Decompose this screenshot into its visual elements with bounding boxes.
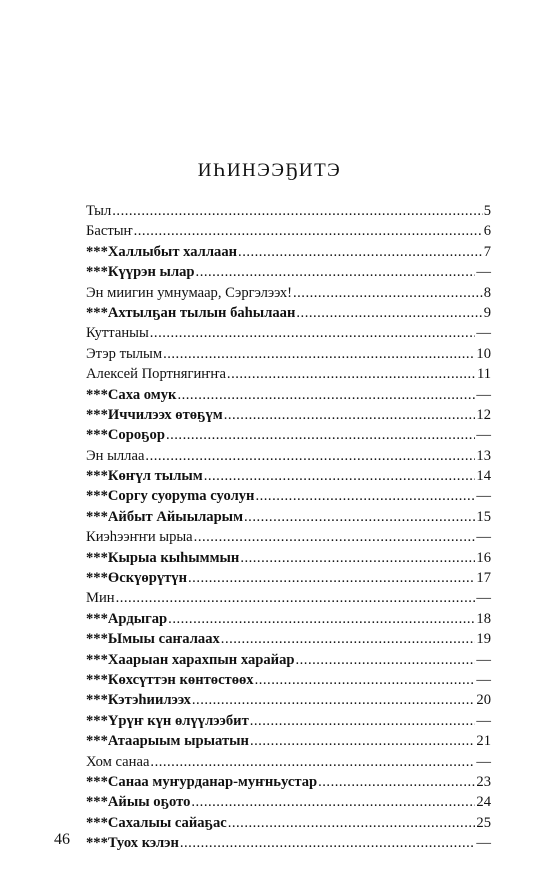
toc-entry-page: 21 bbox=[476, 733, 491, 750]
toc-entry-page: 7 bbox=[483, 243, 491, 260]
dot-leader bbox=[296, 650, 476, 670]
table-of-contents bbox=[86, 201, 491, 854]
dot-leader bbox=[296, 303, 482, 323]
toc-heading: ИҺИНЭЭҔИТЭ bbox=[197, 160, 342, 181]
toc-entry-page: 11 bbox=[476, 366, 491, 383]
toc-entry-title: ***Ардыгар bbox=[86, 610, 168, 627]
toc-entry-title: Киэһээҥҥи ырыа bbox=[86, 529, 193, 546]
toc-entry-title: ***Ахтылҕан тылын баһылаан bbox=[86, 304, 296, 321]
toc-entry-page: 25 bbox=[476, 814, 491, 831]
toc-entry-title: ***Иччилээх өтөҕүм bbox=[86, 406, 223, 423]
page-number: 46 bbox=[54, 831, 70, 848]
toc-entry-title: ***Айыы оҕото bbox=[86, 794, 191, 811]
toc-entry-page: 18 bbox=[476, 610, 491, 627]
toc-entry-page: — bbox=[476, 325, 491, 342]
toc-entry-title: Этэр тылым bbox=[86, 345, 163, 362]
toc-entry bbox=[86, 650, 491, 670]
toc-entry-title: ***Өскүөрүтүн bbox=[86, 570, 188, 587]
dot-leader bbox=[150, 323, 476, 343]
dot-leader bbox=[228, 813, 476, 833]
toc-entry-page: 9 bbox=[483, 304, 491, 321]
dot-leader bbox=[168, 609, 475, 629]
toc-entry bbox=[86, 609, 491, 629]
dot-leader bbox=[112, 201, 482, 221]
toc-entry bbox=[86, 385, 491, 405]
dot-leader bbox=[177, 385, 475, 405]
toc-entry-page: — bbox=[476, 712, 491, 729]
dot-leader bbox=[134, 221, 483, 241]
toc-entry-page: — bbox=[476, 753, 491, 770]
toc-entry-page: 16 bbox=[476, 549, 491, 566]
dot-leader bbox=[188, 568, 475, 588]
toc-entry-title: Алексей Портнягиҥҥа bbox=[86, 366, 226, 383]
toc-entry bbox=[86, 303, 491, 323]
toc-entry-page: 23 bbox=[476, 773, 491, 790]
toc-entry bbox=[86, 711, 491, 731]
toc-entry bbox=[86, 221, 491, 241]
toc-entry-title: ***Саха омук bbox=[86, 386, 177, 403]
dot-leader bbox=[145, 446, 475, 466]
toc-entry bbox=[86, 364, 491, 384]
toc-entry bbox=[86, 731, 491, 751]
toc-entry-title: Куттаныы bbox=[86, 325, 149, 342]
toc-entry-title: Эн ыллаа bbox=[86, 447, 145, 464]
toc-entry-page: 13 bbox=[476, 447, 491, 464]
dot-leader bbox=[240, 548, 475, 568]
toc-entry bbox=[86, 813, 491, 833]
toc-entry-title: Эн миигин умнумаар, Сэргэлээх! bbox=[86, 284, 292, 301]
toc-entry-page: — bbox=[476, 651, 491, 668]
toc-entry-title: ***Туох кэлэн bbox=[86, 835, 179, 852]
toc-entry-page: — bbox=[476, 671, 491, 688]
toc-entry-page: 19 bbox=[476, 631, 491, 648]
toc-entry-page: — bbox=[476, 529, 491, 546]
toc-entry bbox=[86, 588, 491, 608]
toc-entry bbox=[86, 405, 491, 425]
toc-entry-page: — bbox=[476, 835, 491, 852]
toc-entry bbox=[86, 323, 491, 343]
toc-entry-page: 15 bbox=[476, 508, 491, 525]
toc-entry-title: ***Халлыбыт халлаан bbox=[86, 243, 238, 260]
toc-entry-page: — bbox=[476, 264, 491, 281]
dot-leader bbox=[163, 344, 475, 364]
toc-entry-page: — bbox=[476, 427, 491, 444]
dot-leader bbox=[293, 283, 483, 303]
dot-leader bbox=[250, 711, 476, 731]
toc-entry bbox=[86, 242, 491, 262]
toc-entry bbox=[86, 446, 491, 466]
toc-entry bbox=[86, 201, 491, 221]
toc-entry-title: ***Көҥүл тылым bbox=[86, 468, 203, 485]
toc-entry bbox=[86, 527, 491, 547]
toc-entry bbox=[86, 772, 491, 792]
toc-entry bbox=[86, 629, 491, 649]
toc-entry bbox=[86, 344, 491, 364]
toc-entry-page: 14 bbox=[476, 468, 491, 485]
toc-entry bbox=[86, 507, 491, 527]
toc-entry-title: ***Айбыт Айыыларым bbox=[86, 508, 244, 525]
toc-entry-page: 10 bbox=[476, 345, 491, 362]
dot-leader bbox=[166, 425, 475, 445]
toc-entry bbox=[86, 283, 491, 303]
toc-entry bbox=[86, 568, 491, 588]
toc-entry-title: ***Сороҕор bbox=[86, 427, 165, 444]
toc-entry-page: 8 bbox=[483, 284, 491, 301]
toc-entry-title: ***Атаарыым ырыатын bbox=[86, 733, 249, 750]
toc-entry-page: — bbox=[476, 590, 491, 607]
dot-leader bbox=[191, 792, 475, 812]
toc-entry-title: ***Санаа муҥурданар-муҥньустар bbox=[86, 773, 318, 790]
toc-entry-title: ***Хаарыан харахпын харайар bbox=[86, 651, 295, 668]
toc-entry bbox=[86, 690, 491, 710]
toc-entry-page: 12 bbox=[476, 406, 491, 423]
dot-leader bbox=[250, 731, 475, 751]
toc-entry bbox=[86, 548, 491, 568]
dot-leader bbox=[116, 588, 476, 608]
dot-leader bbox=[180, 833, 476, 853]
toc-entry-page: 20 bbox=[476, 692, 491, 709]
dot-leader bbox=[150, 752, 475, 772]
toc-entry bbox=[86, 262, 491, 282]
dot-leader bbox=[238, 242, 483, 262]
dot-leader bbox=[204, 466, 476, 486]
dot-leader bbox=[244, 507, 475, 527]
toc-entry bbox=[86, 486, 491, 506]
toc-entry bbox=[86, 833, 491, 853]
toc-entry-title: Хом санаа bbox=[86, 753, 150, 770]
dot-leader bbox=[255, 486, 475, 506]
toc-entry bbox=[86, 792, 491, 812]
toc-entry-page: 6 bbox=[483, 223, 491, 240]
toc-entry-title: ***Көхсүттэн көнтөстөөх bbox=[86, 671, 254, 688]
toc-entry-page: 24 bbox=[476, 794, 491, 811]
toc-entry bbox=[86, 466, 491, 486]
dot-leader bbox=[221, 629, 476, 649]
toc-entry bbox=[86, 752, 491, 772]
toc-entry-title: ***Үрүҥ күн өлүүлээбит bbox=[86, 712, 249, 729]
toc-entry-page: 17 bbox=[476, 570, 491, 587]
dot-leader bbox=[194, 527, 476, 547]
toc-entry-title: ***Кырыа кыһыммын bbox=[86, 549, 240, 566]
toc-entry-title: ***Ымыы саҥалаах bbox=[86, 631, 220, 648]
toc-entry bbox=[86, 670, 491, 690]
toc-entry-page: — bbox=[476, 488, 491, 505]
dot-leader bbox=[227, 364, 476, 384]
dot-leader bbox=[196, 262, 476, 282]
dot-leader bbox=[255, 670, 476, 690]
toc-entry bbox=[86, 425, 491, 445]
dot-leader bbox=[318, 772, 475, 792]
toc-entry-title: Бастыҥ bbox=[86, 223, 133, 240]
dot-leader bbox=[192, 690, 476, 710]
dot-leader bbox=[224, 405, 476, 425]
toc-entry-title: ***Сахалыы сайаҕас bbox=[86, 814, 227, 831]
toc-entry-title: ***Күүрэн ылар bbox=[86, 264, 195, 281]
toc-entry-title: ***Кэтэһиилээх bbox=[86, 692, 191, 709]
toc-entry-title: Мин bbox=[86, 590, 115, 607]
toc-entry-page: — bbox=[476, 386, 491, 403]
toc-entry-title: Тыл bbox=[86, 203, 112, 219]
toc-entry-title: ***Соргу суоруma суолун bbox=[86, 488, 255, 505]
toc-entry-page: 5 bbox=[483, 203, 491, 219]
